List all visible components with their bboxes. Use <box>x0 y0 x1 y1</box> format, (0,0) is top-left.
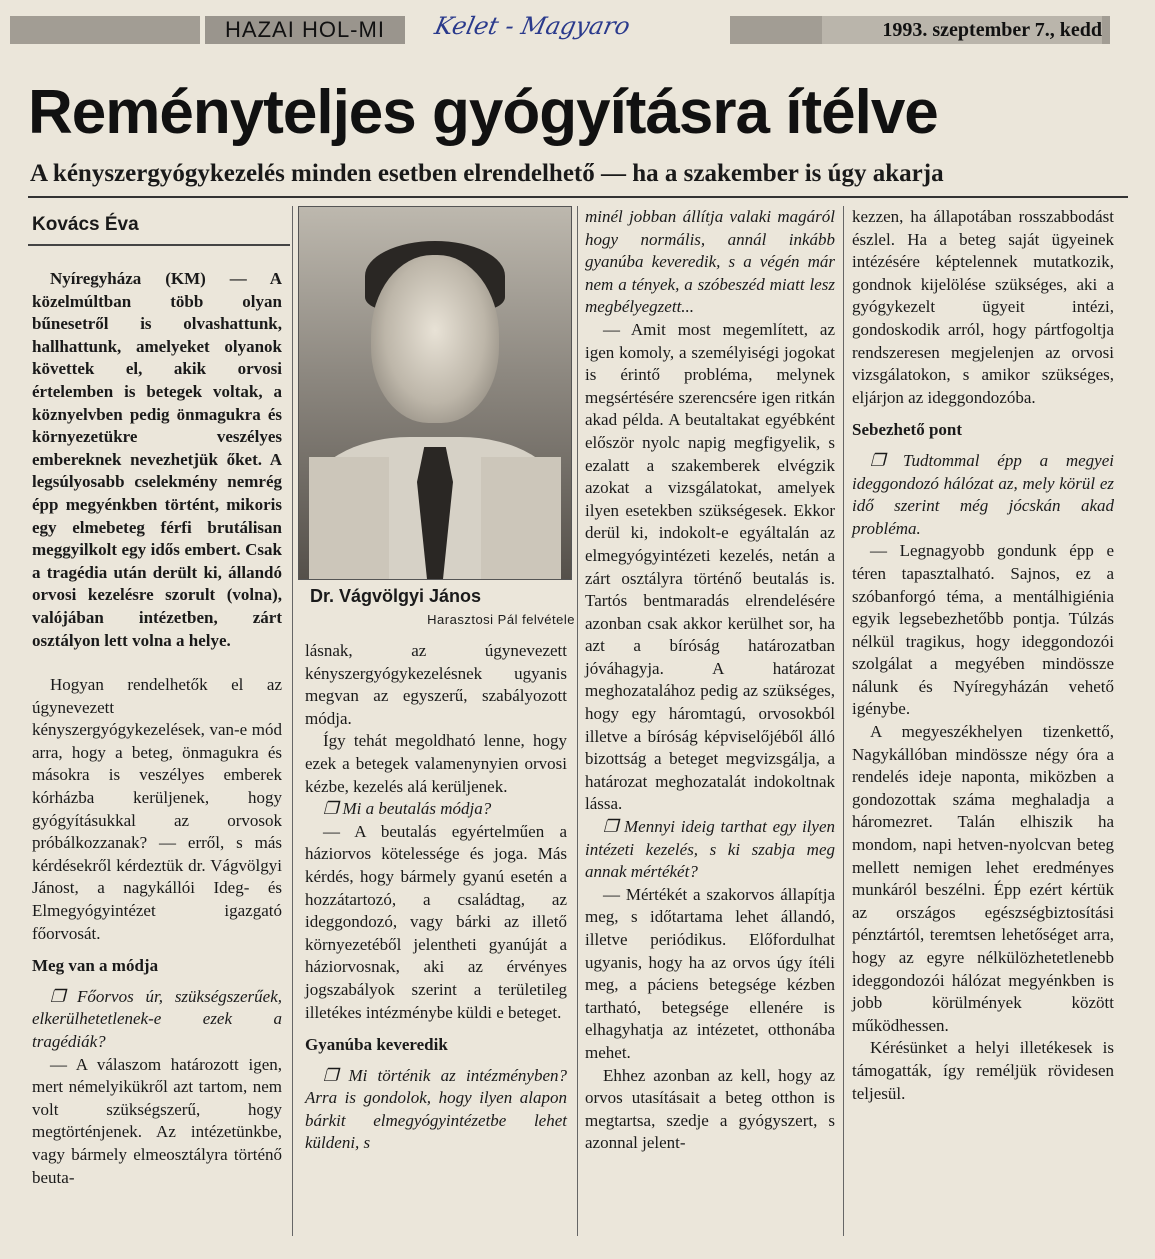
answer-paragraph: — Mértékét a szakorvos állapítja meg, s időtartama lehet állandó, illetve periódikus. Előfordulhat ugyanis, hogy ha az orvos úgy ítéli meg, a páciens betegsége kézben tartható, betegsége ellenére is elhagyhatja az intézetet, otthonába mehet. <box>585 884 835 1062</box>
question-paragraph: ❐ Mi a beutalás módja? <box>323 799 492 819</box>
photo-caption-name: Dr. Vágvölgyi János <box>310 586 482 606</box>
lead-paragraph: Nyíregyháza (KM) — A közelmúltban több olyan bűnesetről is olvashattunk, hallhattunk, amelyeket olyanok követtek el, akik orvosi értelemben is betegek voltak, a köznyelvben pedig önmagukra és környezetükre veszélyes embereknek nevezhetjük őket. A legsúlyosabb cselekmény nemrég épp megyénkben történt, mikoris egy elmebeteg férfi brutálisan meggyilkolt egy idős embert. Csak a tragédia után derült ki, állandó orvosi kezelésre szorult (volna), valójában intézetben, zárt osztályon lett volna a helye. <box>32 269 282 650</box>
answer-paragraph: — Amit most megemlített, az igen komoly, a személyiségi jogokat is érintő probléma, melynek megsértésére szerencsére igen ritkán akad példa. A beutaltakat egyébként először nyolc napig megfigyelik, s ezalatt a szakemberek elvégzik azokat a vizsgálatokat, amelyek ilyen esetekben szükségesek. Ekkor derül ki, indokolt-e egyáltalán az elmegyógyintézeti kezelés, netán a zárt osztályra történő beutalás is. Tartós bentmaradás elrendelésére azonban csak akkor kerülhet sor, ha azt a bíróság határozatban jóváhagyja. A határozat meghozatalához pedig az szükséges, hogy egy háromtagú, orvosokból illetve a bíróság képviselőjéből álló bizottság a beteget megvizsgálja, a határozat meghozatalát indokoltnak lássa. <box>585 319 835 814</box>
question-paragraph: ❐ Főorvos úr, szükségszerűek, elkerülhetetlenek-e ezek a tragédiák? <box>32 986 282 1051</box>
column-divider <box>843 206 844 1236</box>
lead-block <box>32 268 282 652</box>
section-label: HAZAI HOL-MI <box>205 16 405 44</box>
column-4 <box>852 206 1114 1105</box>
headline: Reményteljes gyógyításra ítélve <box>28 78 938 147</box>
answer-paragraph: — A válaszom határozott igen, mert némelyikükről azt tartom, nem volt szükségszerű, hogy megtörténjenek. Az intézetünkbe, vagy bármely elmeosztályra történő beuta- <box>32 1054 282 1187</box>
answer-paragraph: — A beutalás egyértelműen a háziorvos kötelessége és joga. Más kérdés, hogy bármely gyanú esetén a hozzátartozó, a családtag, az ideggondozó, vagy bárki az illető környezetéből jelentheti gyanúját a háziorvosnak, aki az érvényes jogszabályok szerint a területileg illetékes intézménybe küldi e beteget. <box>305 821 567 1022</box>
question-paragraph: ❐ Mi történik az intézményben? Arra is gondolok, hogy ilyen alapon bárkit elmegyógyintézetbe lehet küldeni, s <box>305 1065 567 1153</box>
question-paragraph: ❐ Tudtommal épp a megyei ideggondozó hálózat az, mely körül ez idő szerint még jócskán akad probléma. <box>852 450 1114 538</box>
paragraph: Ehhez azonban az kell, hogy az orvos utasításait a beteg otthon is megtartsa, szedje a gyógyszert, s azonnal jelent- <box>585 1065 835 1153</box>
masthead-bar <box>10 14 1140 46</box>
headline-rule <box>28 196 1128 198</box>
subhead-meg-van-a-modja: Meg van a módja <box>32 956 159 976</box>
portrait-photo <box>298 206 572 580</box>
question-paragraph: ❐ Mennyi ideig tarthat egy ilyen intézeti kezelés, s ki szabja meg annak mértékét? <box>585 817 835 882</box>
continued-paragraph: lásnak, az úgynevezett kényszergyógykezelésnek ugyanis megvan az egyszerű, szabályozott módja. <box>305 641 567 728</box>
answer-paragraph: — Legnagyobb gondunk épp e téren tapasztalható. Sajnos, ez a szóbanforgó téma, a mentálhigiénia egyik legsebezhetőbb pontja. Túlzás nélkül tragikus, hogy ideggondozói szolgálat a megyében mindössze nálunk és Nyíregyházán vehető igénybe. <box>852 541 1114 719</box>
byline-rule <box>28 244 290 246</box>
column-divider <box>577 206 578 1236</box>
author-byline: Kovács Éva <box>32 214 139 235</box>
column-divider <box>292 206 293 1236</box>
paragraph: A megyeszékhelyen tizenkettő, Nagykállóban mindössze négy óra a rendelés ideje naponta, miközben a gondozottak száma meghaladja a háromezret. Talán elhiszik ha mondom, napi hetven-nyolcvan beteg mellett nemigen lehet eredményes munkáról beszélni. Épp ezért kértük az országos egészségbiztosítási pénztártól, teremtsen lehetőséget arra, hogy az egyre nélkülözhetetlenebb ideggondozói hálózat megyénkben is jobb körülmények között működhessen. <box>852 722 1114 1035</box>
issue-date: 1993. szeptember 7., kedd <box>822 16 1102 44</box>
subhead-gyanuba-keveredik: Gyanúba keveredik <box>305 1035 448 1055</box>
paragraph: Kérésünket a helyi illetékesek is támogatták, így reméljük rövidesen teljesül. <box>852 1038 1114 1103</box>
photo-credit: Harasztosi Pál felvétele <box>427 612 575 627</box>
question-continued: minél jobban állítja valaki magáról hogy normális, annál inkább gyanúba keveredik, s a végén már nem a tények, a szóbeszéd miatt lesz megbélyegzett... <box>585 207 835 317</box>
paragraph: Így tehát megoldható lenne, hogy ezek a betegek valamenynyien orvosi kézbe, kezelés alá kerüljenek. <box>305 731 567 796</box>
handwritten-note: Kelet - Magyaro <box>432 12 633 40</box>
column-1 <box>32 268 282 1189</box>
column-2 <box>305 640 567 1155</box>
intro-paragraph: Hogyan rendelhetők el az úgynevezett kényszergyógykezelések, van-e mód arra, hogy a beteg, önmagukra és másokra is veszélyes emberek kórházba kerüljenek, hogy gyógyításukkal az orvosok próbálkozzanak? — erről, s más kérdésekről kérdeztük dr. Vágvölgyi Jánost, a nagykállói Ideg- és Elmegyógyintézet igazgató főorvosát. <box>32 675 282 943</box>
column-3 <box>585 206 835 1155</box>
subheadline: A kényszergyógykezelés minden esetben elrendelhető — ha a szakember is úgy akarja <box>30 160 944 187</box>
subhead-sebezheto-pont: Sebezhető pont <box>852 420 963 440</box>
continued-paragraph: kezzen, ha állapotában rosszabbodást észlel. Ha a beteg saját ügyeinek intézésére képtelennek mutatkozik, gondnok kijelölése szükséges, aki a gyógykezelt ügyeit intézi, gondoskodik arról, hogy pártfogoltja rendszeresen megjelenjen az orvosi vizsgálatokon, s amikor szükséges, eljárjon az ideggondozóba. <box>852 207 1114 407</box>
masthead-shade-left <box>10 16 200 44</box>
